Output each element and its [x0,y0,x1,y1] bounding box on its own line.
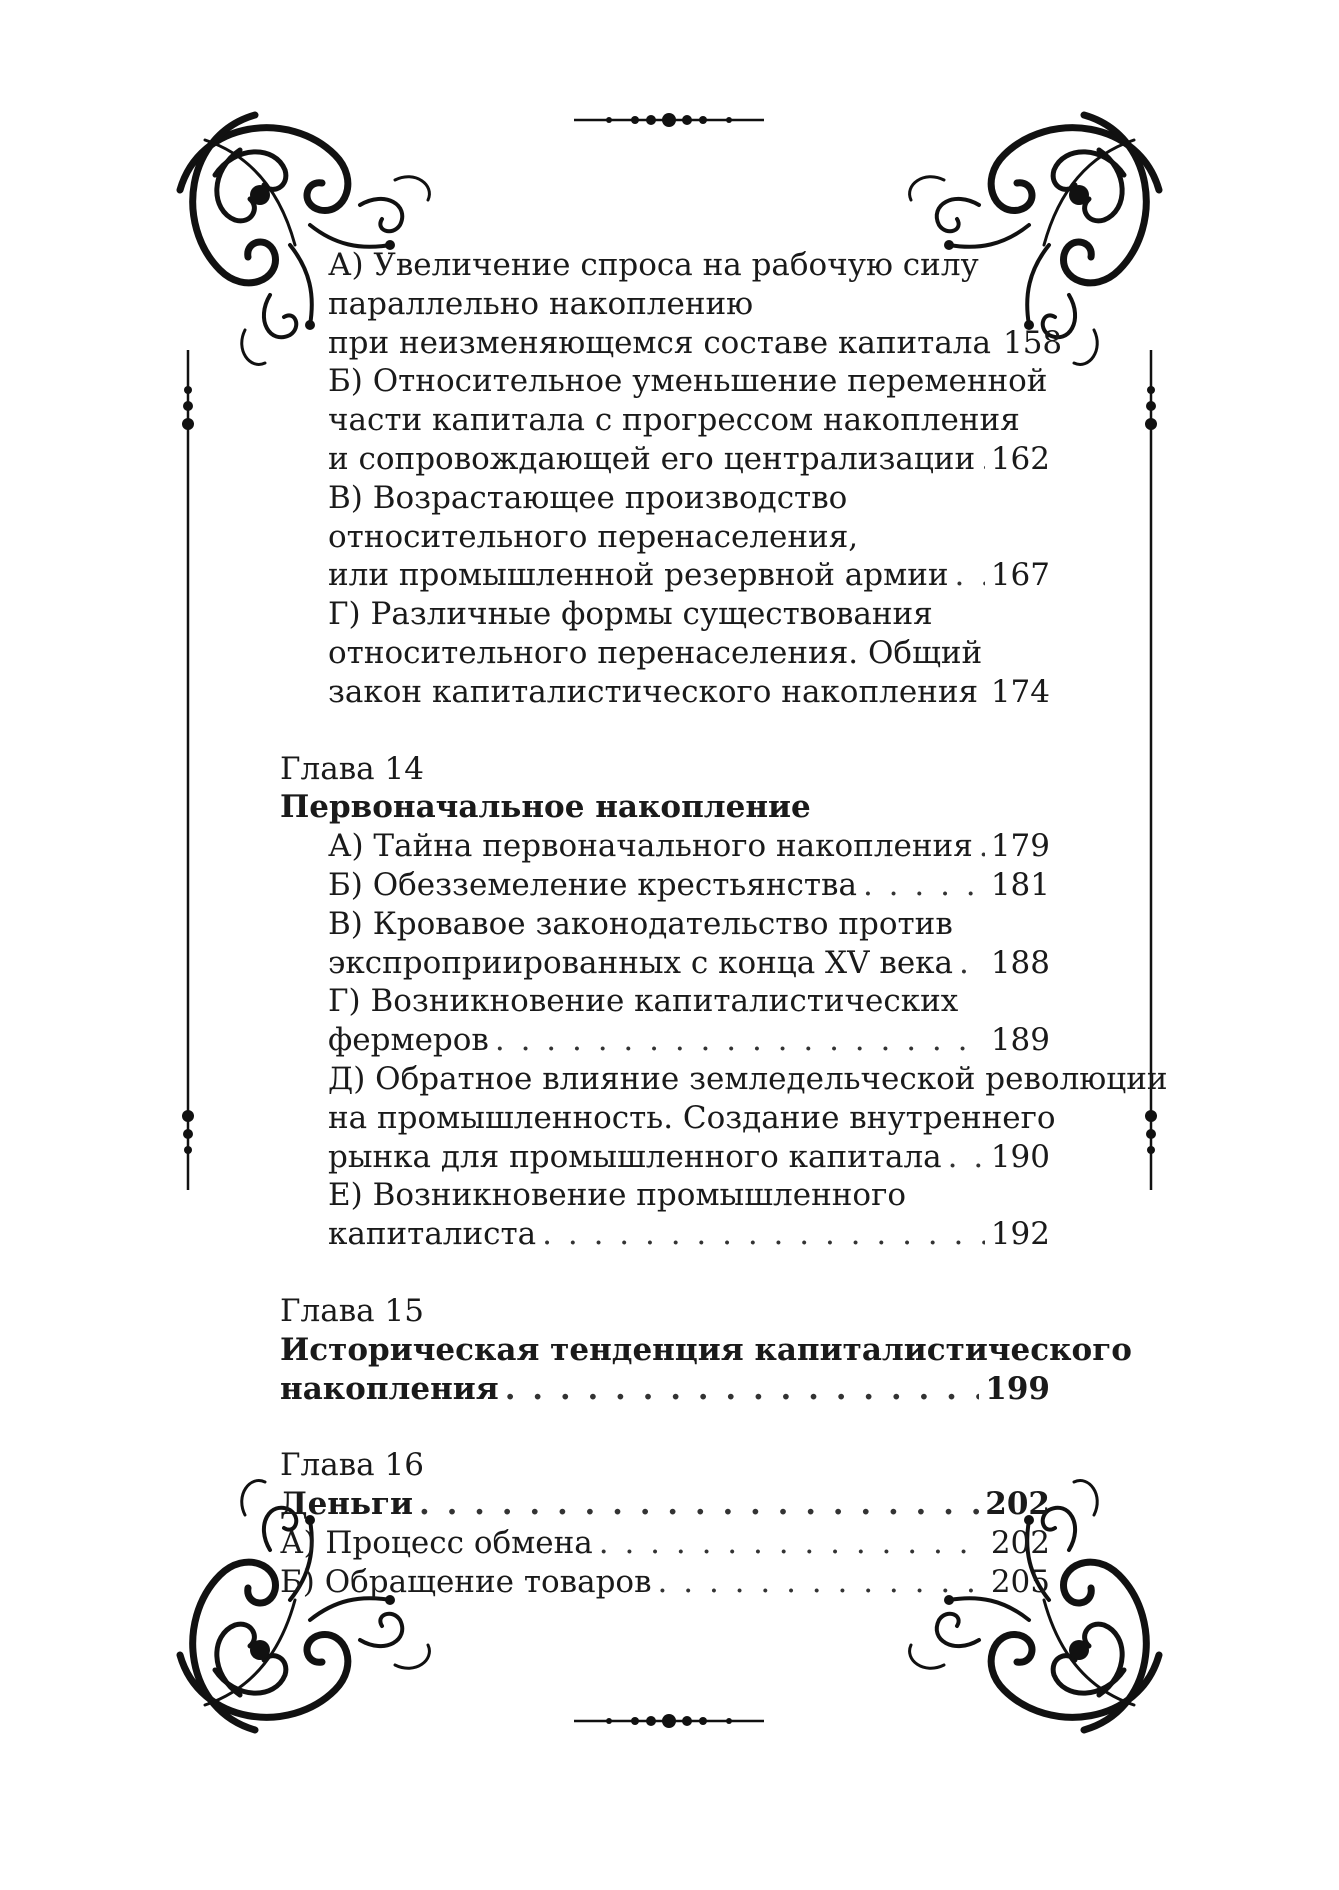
toc-entry [280,827,1050,866]
toc-line [280,518,1050,557]
toc-line [280,1060,1168,1099]
toc-entry-title: параллельно накоплению [328,285,754,322]
toc-line [280,285,1050,324]
toc-entry-title: В) Кровавое законодательство против [328,905,953,942]
toc-entry [280,1524,1050,1563]
toc-line [280,634,1050,673]
toc-entry [280,556,1050,595]
dot-leader [863,866,985,905]
toc-entry-title: относительного перенаселения, [328,518,859,555]
dot-leader [981,440,985,479]
toc-entry-title: накопления [280,1370,499,1407]
dot-leader [495,1021,985,1060]
toc-page-number: 158 [1002,324,1063,361]
toc-entry-title: Глава 14 [280,750,424,787]
toc-entry-title: рынка для промышленного капитала [328,1138,942,1175]
toc-entry-title: и сопровождающей его централизации [328,440,976,477]
toc-page-number: 189 [990,1022,1050,1059]
toc-page-number: 167 [990,557,1050,594]
toc-entry [280,1215,1050,1254]
toc-page-number: 188 [990,944,1050,981]
toc-page-number: 162 [990,440,1050,477]
toc-entry-title: Первоначальное накопление [280,789,811,826]
toc-line [280,1292,1050,1331]
dot-leader [419,1485,979,1524]
toc-entry-title: экспроприированных с конца XV века [328,944,954,981]
toc-entry-title: капиталиста [328,1216,537,1253]
toc-entry-title: Историческая тенденция капиталистического [280,1331,1132,1368]
toc-entry-title: Г) Различные формы существования [328,596,933,633]
toc-page-number: 202 [990,1524,1050,1561]
toc-entry [280,324,1063,363]
toc-entry-title: или промышленной резервной армии [328,557,949,594]
dot-leader [542,1215,985,1254]
toc-entry [280,1563,1050,1602]
toc-entry-title: Б) Относительное уменьшение переменной [328,363,1048,400]
toc-page-number: 190 [990,1138,1050,1175]
toc-line [280,1099,1056,1138]
dot-leader [984,673,985,712]
toc-entry-title: Деньги [280,1486,414,1523]
toc-entry [280,866,1050,905]
dot-leader [955,556,985,595]
toc-entry [280,944,1050,983]
toc-entry [280,1485,1050,1524]
toc-entry-title: Глава 16 [280,1447,424,1484]
dot-leader [658,1563,985,1602]
table-of-contents [280,246,1168,1602]
toc-entry-title: Б) Обращение товаров [280,1563,652,1600]
toc-entry-title: Д) Обратное влияние земледельческой революции [328,1060,1168,1097]
toc-entry-title: относительного перенаселения. Общий [328,634,983,671]
toc-entry-title: А) Процесс обмена [280,1524,593,1561]
toc-page-number: 192 [990,1216,1050,1253]
section-spacer [280,1254,1050,1292]
section-spacer [280,1408,1050,1446]
toc-entry-title: А) Увеличение спроса на рабочую силу [328,247,979,283]
toc-line [280,246,1050,285]
dot-leader [505,1370,980,1409]
toc-line [280,788,1050,827]
toc-line [280,362,1050,401]
toc-entry-title: закон капиталистического накопления [328,673,979,710]
toc-entry-title: при неизменяющемся составе капитала [328,324,991,361]
dot-leader [599,1524,985,1563]
toc-entry [280,440,1050,479]
toc-entry-title: фермеров [328,1022,489,1059]
toc-line [280,1331,1132,1370]
toc-line [280,1446,1050,1485]
toc-entry-title: В) Возрастающее производство [328,479,848,516]
toc-entry [280,1021,1050,1060]
toc-entry-title: А) Тайна первоначального накопления [328,828,973,865]
toc-entry [280,673,1050,712]
toc-page-number: 174 [990,673,1050,710]
dot-leader [979,827,985,866]
section-spacer [280,712,1050,750]
toc-line [280,750,1050,789]
toc-line [280,595,1050,634]
toc-page-number: 205 [990,1563,1050,1600]
toc-line [280,401,1050,440]
toc-entry-title: Г) Возникновение капиталистических [328,983,959,1020]
toc-entry-title: Е) Возникновение промышленного [328,1177,906,1214]
toc-line [280,905,1050,944]
toc-line [280,479,1050,518]
toc-page-number: 202 [985,1486,1050,1523]
toc-entry-title: на промышленность. Создание внутреннего [328,1099,1056,1136]
toc-line [280,1176,1050,1215]
toc-entry-title: Б) Обезземеление крестьянства [328,866,857,903]
toc-page-number: 179 [990,828,1050,865]
dot-leader [959,944,985,983]
toc-line [280,982,1050,1021]
toc-page-number: 181 [990,866,1050,903]
toc-page-number: 199 [985,1370,1050,1407]
toc-entry [280,1138,1050,1177]
toc-entry-title: Глава 15 [280,1292,424,1329]
toc-entry [280,1370,1050,1409]
dot-leader [948,1138,985,1177]
toc-entry-title: части капитала с прогрессом накопления [328,402,1020,439]
